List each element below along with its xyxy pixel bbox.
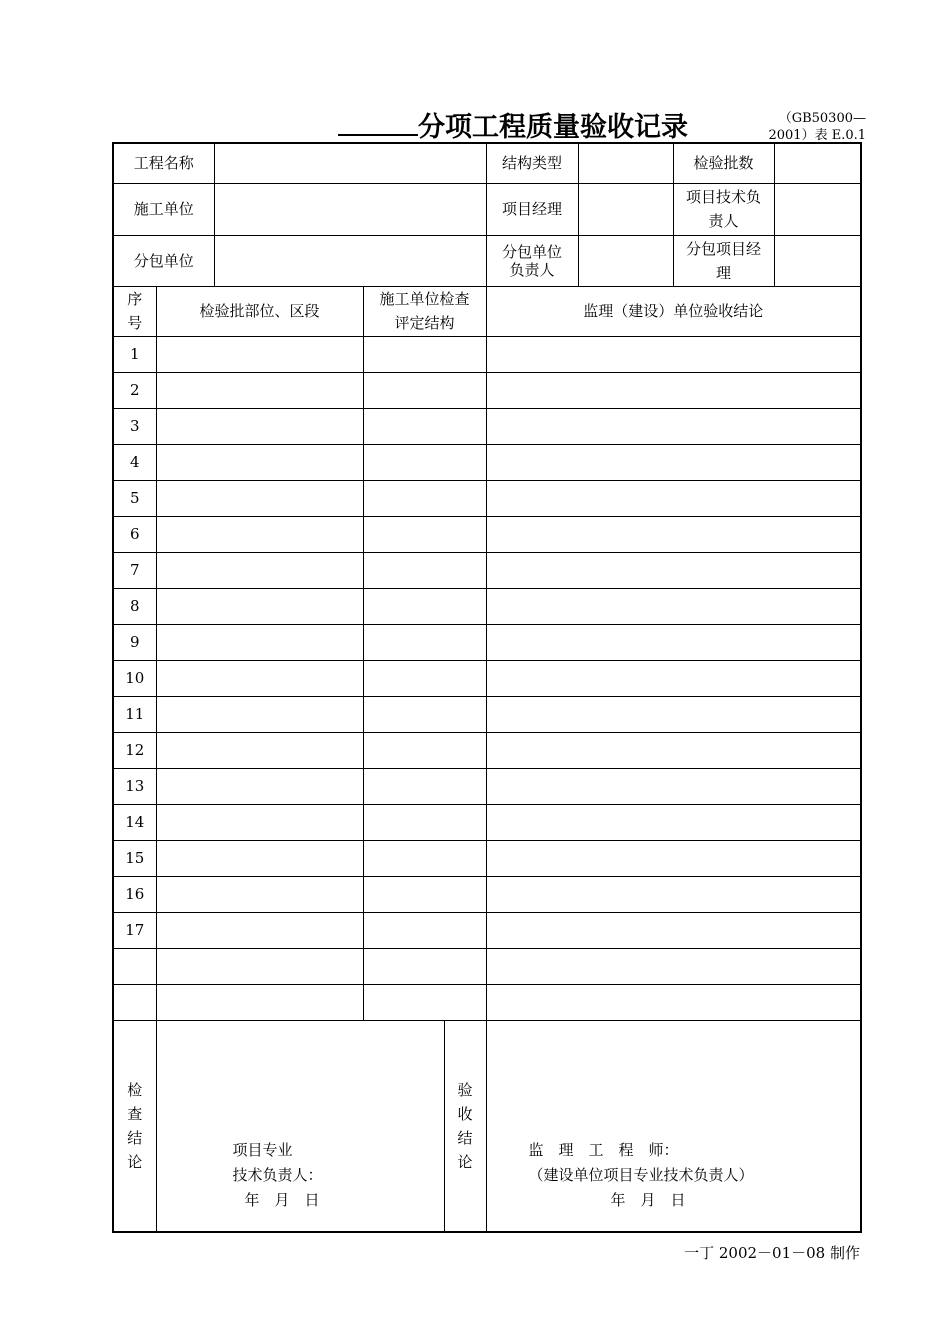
contractor-eval-cell[interactable] <box>363 444 486 480</box>
table-row <box>113 768 861 804</box>
check-conclusion-char: 检 <box>127 1080 143 1099</box>
tech-lead-label <box>673 183 774 235</box>
row-number: 17 <box>113 912 156 948</box>
left-signature-line-2: 技术负责人： <box>232 1166 323 1184</box>
info-row-3 <box>113 235 861 286</box>
table-row <box>113 408 861 444</box>
batch-location-cell[interactable] <box>156 876 363 912</box>
table-row <box>113 336 861 372</box>
table-row <box>113 372 861 408</box>
info-row-1 <box>113 143 861 183</box>
contractor-label: 施工单位 <box>113 183 214 235</box>
table-row <box>113 984 861 1020</box>
contractor-eval-cell[interactable] <box>363 912 486 948</box>
row-number: 1 <box>113 336 156 372</box>
acceptance-conclusion-area[interactable] <box>486 1020 861 1232</box>
subcontractor-label: 分包单位 <box>113 235 214 286</box>
batch-count-label: 检验批数 <box>673 143 774 183</box>
subcontractor-field[interactable] <box>214 235 486 286</box>
table-row <box>113 588 861 624</box>
batch-location-cell[interactable] <box>156 516 363 552</box>
tech-lead-label-line-2: 责人 <box>708 212 739 230</box>
contractor-eval-line-1: 施工单位检查 <box>379 290 470 308</box>
contractor-eval-cell[interactable] <box>363 408 486 444</box>
acceptance-conclusion-char: 验 <box>457 1080 473 1099</box>
title-blank-line[interactable] <box>338 108 418 136</box>
check-conclusion-area[interactable] <box>156 1020 444 1232</box>
batch-location-cell[interactable] <box>156 480 363 516</box>
table-row <box>113 840 861 876</box>
batch-location-cell[interactable] <box>156 984 363 1020</box>
batch-location-cell[interactable] <box>156 408 363 444</box>
batch-location-cell[interactable] <box>156 624 363 660</box>
left-signature-line-1: 项目专业 <box>232 1141 293 1159</box>
contractor-eval-cell[interactable] <box>363 516 486 552</box>
sub-pm-field[interactable] <box>774 235 861 286</box>
contractor-eval-cell[interactable] <box>363 768 486 804</box>
batch-location-cell[interactable] <box>156 372 363 408</box>
row-number <box>113 984 156 1020</box>
supervisor-conclusion-cell[interactable] <box>486 552 861 588</box>
structure-type-field[interactable] <box>578 143 673 183</box>
batch-location-cell[interactable] <box>156 336 363 372</box>
table-row <box>113 804 861 840</box>
contractor-eval-cell[interactable] <box>363 660 486 696</box>
project-manager-label: 项目经理 <box>486 183 578 235</box>
row-number: 8 <box>113 588 156 624</box>
table-row <box>113 696 861 732</box>
tech-lead-field[interactable] <box>774 183 861 235</box>
batch-location-cell[interactable] <box>156 696 363 732</box>
table-row <box>113 624 861 660</box>
contractor-eval-cell[interactable] <box>363 840 486 876</box>
row-number: 15 <box>113 840 156 876</box>
row-number: 5 <box>113 480 156 516</box>
table-row <box>113 480 861 516</box>
supervisor-conclusion-cell[interactable] <box>486 444 861 480</box>
left-date: 年 月 日 <box>244 1191 320 1209</box>
batch-location-cell[interactable] <box>156 768 363 804</box>
row-number: 14 <box>113 804 156 840</box>
table-row <box>113 552 861 588</box>
sub-pm-label-line-2: 理 <box>716 263 732 282</box>
row-number: 9 <box>113 624 156 660</box>
contractor-eval-cell[interactable] <box>363 876 486 912</box>
footer-note: 一丁 2002－01－08 制作 <box>684 1244 860 1262</box>
contractor-eval-cell[interactable] <box>363 624 486 660</box>
batch-location-cell[interactable] <box>156 912 363 948</box>
acceptance-conclusion-char: 结 <box>457 1128 473 1147</box>
batch-location-cell[interactable] <box>156 948 363 984</box>
check-conclusion-char: 结 <box>127 1128 143 1147</box>
supervisor-conclusion-cell[interactable] <box>486 480 861 516</box>
right-signature-line-1: 监 理 工 程 师： <box>528 1141 679 1159</box>
acceptance-form-table <box>112 142 862 1233</box>
acceptance-conclusion-char: 论 <box>457 1152 473 1171</box>
row-number: 10 <box>113 660 156 696</box>
seq-header <box>113 286 156 336</box>
batch-count-field[interactable] <box>774 143 861 183</box>
page-title <box>338 108 688 146</box>
supervisor-conclusion-cell[interactable] <box>486 840 861 876</box>
row-number: 16 <box>113 876 156 912</box>
contractor-eval-cell[interactable] <box>363 372 486 408</box>
row-number: 13 <box>113 768 156 804</box>
table-row <box>113 444 861 480</box>
contractor-eval-cell[interactable] <box>363 804 486 840</box>
check-conclusion-label <box>113 1020 156 1232</box>
standard-line-1: （GB50300— <box>778 111 866 126</box>
row-number: 12 <box>113 732 156 768</box>
supervisor-conclusion-cell[interactable] <box>486 984 861 1020</box>
batch-location-header: 检验批部位、区段 <box>156 286 363 336</box>
right-signature-line-2: （建设单位项目专业技术负责人） <box>528 1166 754 1184</box>
right-date: 年 月 日 <box>610 1191 686 1209</box>
table-row <box>113 912 861 948</box>
row-number: 4 <box>113 444 156 480</box>
contractor-eval-cell[interactable] <box>363 984 486 1020</box>
row-number: 7 <box>113 552 156 588</box>
contractor-eval-cell[interactable] <box>363 696 486 732</box>
standard-reference <box>766 110 866 144</box>
supervisor-conclusion-cell[interactable] <box>486 732 861 768</box>
supervisor-conclusion-cell[interactable] <box>486 804 861 840</box>
sub-lead-label-line-2: 负责人 <box>509 260 555 279</box>
batch-location-cell[interactable] <box>156 732 363 768</box>
batch-location-cell[interactable] <box>156 840 363 876</box>
check-conclusion-char: 论 <box>127 1152 143 1171</box>
supervisor-conclusion-cell[interactable] <box>486 408 861 444</box>
row-number: 2 <box>113 372 156 408</box>
sub-lead-label <box>486 235 578 286</box>
info-row-2 <box>113 183 861 235</box>
contractor-eval-cell[interactable] <box>363 552 486 588</box>
contractor-eval-line-2: 评定结构 <box>394 314 455 332</box>
contractor-eval-cell[interactable] <box>363 588 486 624</box>
row-number: 6 <box>113 516 156 552</box>
supervisor-conclusion-header: 监理（建设）单位验收结论 <box>486 286 861 336</box>
contractor-eval-cell[interactable] <box>363 336 486 372</box>
supervisor-conclusion-cell[interactable] <box>486 912 861 948</box>
standard-line-2: 2001）表 E.0.1 <box>768 128 866 143</box>
batch-location-cell[interactable] <box>156 660 363 696</box>
sub-lead-label-line-1: 分包单位 <box>502 242 563 261</box>
supervisor-conclusion-cell[interactable] <box>486 372 861 408</box>
contractor-eval-cell[interactable] <box>363 732 486 768</box>
acceptance-conclusion-char: 收 <box>457 1104 473 1123</box>
sub-pm-label-line-1: 分包项目经 <box>686 239 762 258</box>
contractor-eval-cell[interactable] <box>363 948 486 984</box>
contractor-eval-header <box>363 286 486 336</box>
supervisor-conclusion-cell[interactable] <box>486 516 861 552</box>
seq-header-line-2: 号 <box>127 314 143 332</box>
supervisor-conclusion-cell[interactable] <box>486 876 861 912</box>
sub-pm-label <box>673 235 774 286</box>
check-conclusion-char: 查 <box>127 1104 143 1123</box>
batch-location-cell[interactable] <box>156 804 363 840</box>
supervisor-conclusion-cell[interactable] <box>486 588 861 624</box>
batch-location-cell[interactable] <box>156 552 363 588</box>
conclusion-row <box>113 1020 861 1232</box>
acceptance-conclusion-label <box>444 1020 486 1232</box>
batch-location-cell[interactable] <box>156 444 363 480</box>
project-name-field[interactable] <box>214 143 486 183</box>
supervisor-conclusion-cell[interactable] <box>486 768 861 804</box>
structure-type-label: 结构类型 <box>486 143 578 183</box>
column-header-row <box>113 286 861 336</box>
supervisor-conclusion-cell[interactable] <box>486 948 861 984</box>
project-manager-field[interactable] <box>578 183 673 235</box>
row-number: 11 <box>113 696 156 732</box>
table-row <box>113 660 861 696</box>
sub-lead-field[interactable] <box>578 235 673 286</box>
supervisor-conclusion-cell[interactable] <box>486 336 861 372</box>
title-text: 分项工程质量验收记录 <box>418 112 688 143</box>
table-row <box>113 732 861 768</box>
contractor-eval-cell[interactable] <box>363 480 486 516</box>
supervisor-conclusion-cell[interactable] <box>486 624 861 660</box>
supervisor-conclusion-cell[interactable] <box>486 660 861 696</box>
supervisor-conclusion-cell[interactable] <box>486 696 861 732</box>
batch-location-cell[interactable] <box>156 588 363 624</box>
row-number: 3 <box>113 408 156 444</box>
tech-lead-label-line-1: 项目技术负 <box>686 188 762 206</box>
table-row <box>113 876 861 912</box>
table-row <box>113 516 861 552</box>
seq-header-line-1: 序 <box>127 290 143 308</box>
contractor-field[interactable] <box>214 183 486 235</box>
project-name-label: 工程名称 <box>113 143 214 183</box>
table-row <box>113 948 861 984</box>
row-number <box>113 948 156 984</box>
